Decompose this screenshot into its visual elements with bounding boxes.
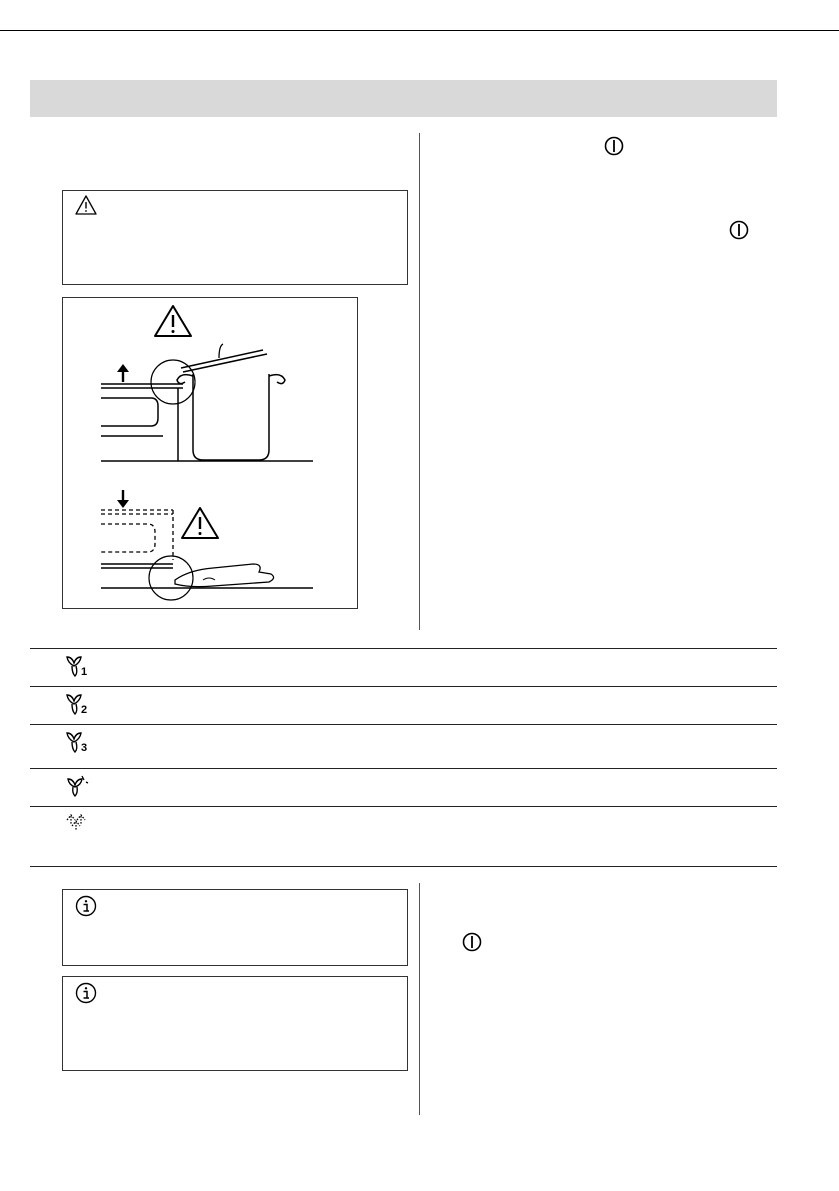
pot-icon bbox=[177, 344, 285, 461]
info-icon bbox=[75, 982, 97, 1004]
svg-text:1: 1 bbox=[81, 666, 88, 678]
svg-text:3: 3 bbox=[81, 742, 88, 754]
table-row bbox=[64, 811, 90, 842]
fan-speed-3-icon bbox=[64, 729, 90, 755]
illustration-drawing bbox=[63, 298, 357, 608]
arrow-up-icon bbox=[117, 364, 129, 382]
svg-text:2: 2 bbox=[81, 704, 88, 716]
warning-note-box bbox=[62, 190, 408, 285]
table-rule bbox=[30, 866, 777, 867]
info-icon bbox=[75, 895, 97, 917]
column-divider-top bbox=[419, 133, 420, 630]
table-rule bbox=[30, 768, 777, 769]
table-rule bbox=[30, 648, 777, 649]
warning-triangle-icon bbox=[155, 306, 191, 336]
power-button-icon bbox=[462, 932, 482, 952]
table-rule bbox=[30, 806, 777, 807]
fan-boost-icon bbox=[64, 773, 90, 799]
section-header-band bbox=[30, 80, 777, 117]
warning-triangle-icon bbox=[182, 508, 218, 538]
table-row bbox=[64, 691, 90, 722]
info-note-box bbox=[62, 889, 408, 966]
table-row bbox=[64, 653, 90, 684]
warning-triangle-icon bbox=[75, 195, 97, 215]
power-button-icon bbox=[729, 220, 749, 240]
fan-speed-1-icon bbox=[64, 653, 90, 679]
table-row bbox=[64, 729, 90, 760]
page-top-rule bbox=[0, 30, 839, 31]
info-note-box bbox=[62, 976, 408, 1071]
fan-speed-2-icon bbox=[64, 691, 90, 717]
table-rule bbox=[30, 686, 777, 687]
column-divider-bottom bbox=[419, 883, 420, 1115]
power-button-icon bbox=[604, 136, 624, 156]
steam-extraction-icon bbox=[64, 811, 90, 837]
table-rule bbox=[30, 724, 777, 725]
table-row bbox=[64, 773, 90, 804]
pot-lift-illustration bbox=[62, 297, 358, 609]
arrow-down-icon bbox=[117, 490, 129, 508]
